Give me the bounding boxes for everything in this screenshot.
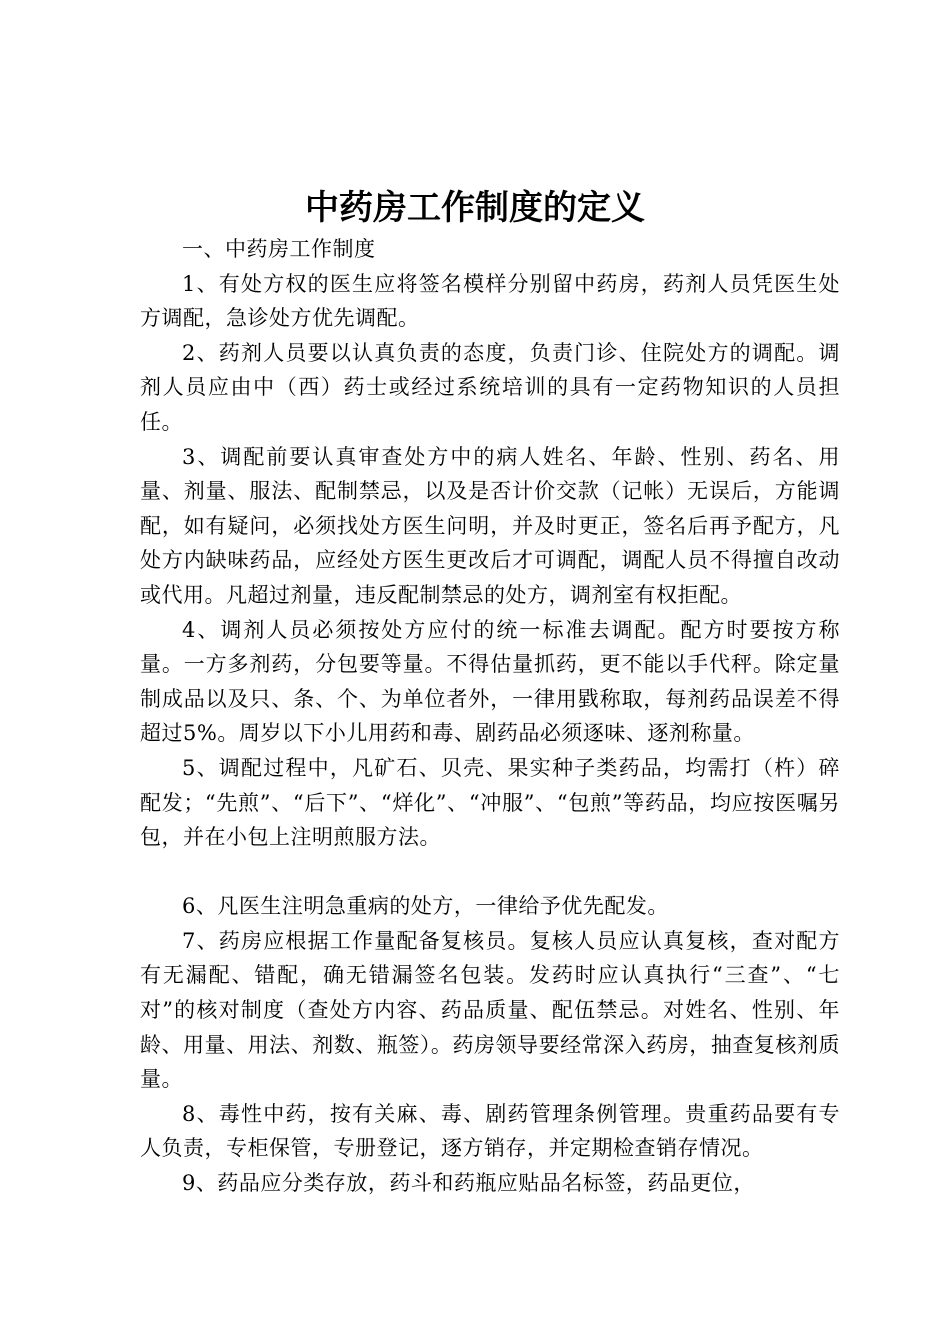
paragraph-1: 1、有处方权的医生应将签名模样分别留中药房，药剂人员凭医生处方调配，急诊处方优先调配。 (140, 271, 840, 331)
document-body (140, 232, 840, 1201)
paragraph-3: 3、调配前要认真审查处方中的病人姓名、年龄、性别、药名、用量、剂量、服法、配制禁忌，以及是否计价交款（记帐）无误后，方能调配，如有疑问，必须找处方医生问明，并及时更正，签名后再予配方，凡处方内缺味药品，应经处方医生更改后才可调配，调配人员不得擅自改动或代用。凡超过剂量，违反配制禁忌的处方，调剂室有权拒配。 (140, 444, 840, 607)
section-heading: 一、中药房工作制度 (182, 237, 376, 261)
paragraph-7: 7、药房应根据工作量配备复核员。复核人员应认真复核，查对配方有无漏配、错配，确无错漏签名包装。发药时应认真执行“三查”、“七对”的核对制度（查处方内容、药品质量、配伍禁忌。对姓名、性别、年龄、用量、用法、剂数、瓶签）。药房领导要经常深入药房，抽查复核剂质量。 (140, 928, 840, 1092)
paragraph-4: 4、调剂人员必须按处方应付的统一标准去调配。配方时要按方称量。一方多剂药，分包要等量。不得估量抓药，更不能以手代秤。除定量制成品以及只、条、个、为单位者外，一律用戥称取，每剂药品误差不得超过5%。周岁以下小儿用药和毒、剧药品必须逐味、逐剂称量。 (140, 617, 840, 746)
paragraph-6: 6、凡医生注明急重病的处方，一律给予优先配发。 (182, 894, 669, 919)
paragraph-9: 9、药品应分类存放，药斗和药瓶应贴品名标签，药品更位， (182, 1171, 755, 1196)
document-title: 中药房工作制度的定义 (305, 188, 645, 228)
paragraph-8: 8、毒性中药，按有关麻、毒、剧药管理条例管理。贵重药品要有专人负责，专柜保管，专册登记，逐方销存，并定期检查销存情况。 (140, 1101, 840, 1161)
paragraph-2: 2、药剂人员要以认真负责的态度，负责门诊、住院处方的调配。调剂人员应由中（西）药士或经过系统培训的具有一定药物知识的人员担任。 (140, 340, 840, 434)
paragraph-5: 5、调配过程中，凡矿石、贝壳、果实种子类药品，均需打（杵）碎配发；“先煎”、“后下”、“烊化”、“冲服”、“包煎”等药品，均应按医嘱另包，并在小包上注明煎服方法。 (140, 755, 840, 850)
